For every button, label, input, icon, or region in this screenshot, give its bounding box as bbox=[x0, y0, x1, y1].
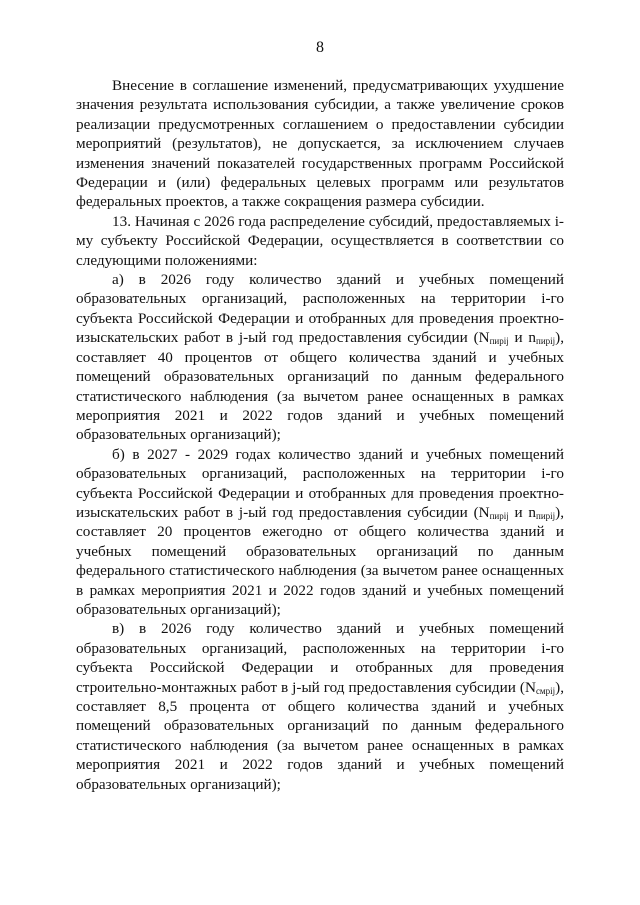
document-body bbox=[76, 76, 564, 794]
paragraph-amendments: Внесение в соглашение изменений, предусматривающих ухудшение значения результата использования субсидии, а также увеличение сроков реализации предусмотренных соглашением о предоставлении субсидии мероприятий (результатов), не допускается, за исключением случаев изменения значений показателей государственных программ Российской Федерации и (или) федеральных целевых программ или результатов федеральных проектов, а также сокращения размера субсидии. bbox=[76, 77, 564, 211]
subitem-a-text-start: а) в 2026 году количество зданий и учебных помещений образовательных организаций, расположенных на территории i-го субъекта Российской Федерации и отобранных для проведения проектно-изыскательских работ в j-ый год предоставления субсидии (N bbox=[76, 271, 564, 347]
page-number: 8 bbox=[316, 39, 324, 56]
subitem-a-text-end: ), составляет 40 процентов от общего количества зданий и учебных помещений образовательных организаций по данным федерального статистического наблюдения (за вычетом ранее оснащенных в рамках мероприятия 2021 и 2022 годов зданий и учебных помещений образовательных организаций); bbox=[76, 329, 564, 444]
subitem-b-text-mid: и n bbox=[508, 503, 536, 521]
paragraph-subitem-a bbox=[76, 270, 564, 445]
subscript-pir: пирij bbox=[536, 336, 556, 347]
subscript-pir: пирij bbox=[489, 510, 509, 521]
paragraph-item-13: 13. Начиная с 2026 года распределение субсидий, предоставляемых i-му субъекту Российской Федерации, осуществляется в соответствии со следующими положениями: bbox=[76, 212, 564, 269]
subscript-smr: смрij bbox=[535, 685, 556, 696]
paragraph-subitem-v bbox=[76, 619, 564, 794]
subitem-b-text-start: б) в 2027 - 2029 годах количество зданий и учебных помещений образовательных организаций, расположенных на территории i-го субъекта Российской Федерации и отобранных для проведения проектно-изыскательских работ в j-ый год предоставления субсидии (N bbox=[76, 445, 564, 521]
subscript-pir: пирij bbox=[489, 336, 509, 347]
paragraph-subitem-b bbox=[76, 445, 564, 620]
subitem-v-text-end: ), составляет 8,5 процента от общего количества зданий и учебных помещений образовательных организаций по данным федерального статистического наблюдения (за вычетом ранее оснащенных в рамках мероприятия 2021 и 2022 годов зданий и учебных помещений образовательных организаций); bbox=[76, 678, 564, 793]
subscript-pir: пирij bbox=[536, 510, 556, 521]
subitem-v-text-start: в) в 2026 году количество зданий и учебных помещений образовательных организаций, расположенных на территории i-го субъекта Российской Федерации и отобранных для проведения строительно-монтажных работ в j-ый год предоставления субсидии (N bbox=[76, 620, 564, 696]
subitem-a-text-mid: и n bbox=[508, 329, 536, 347]
subitem-b-text-end: ), составляет 20 процентов ежегодно от общего количества зданий и учебных помещений образовательных организаций по данным федерального статистического наблюдения (за вычетом ранее оснащенных в рамках мероприятия 2021 и 2022 годов зданий и учебных помещений образовательных организаций); bbox=[76, 503, 564, 618]
